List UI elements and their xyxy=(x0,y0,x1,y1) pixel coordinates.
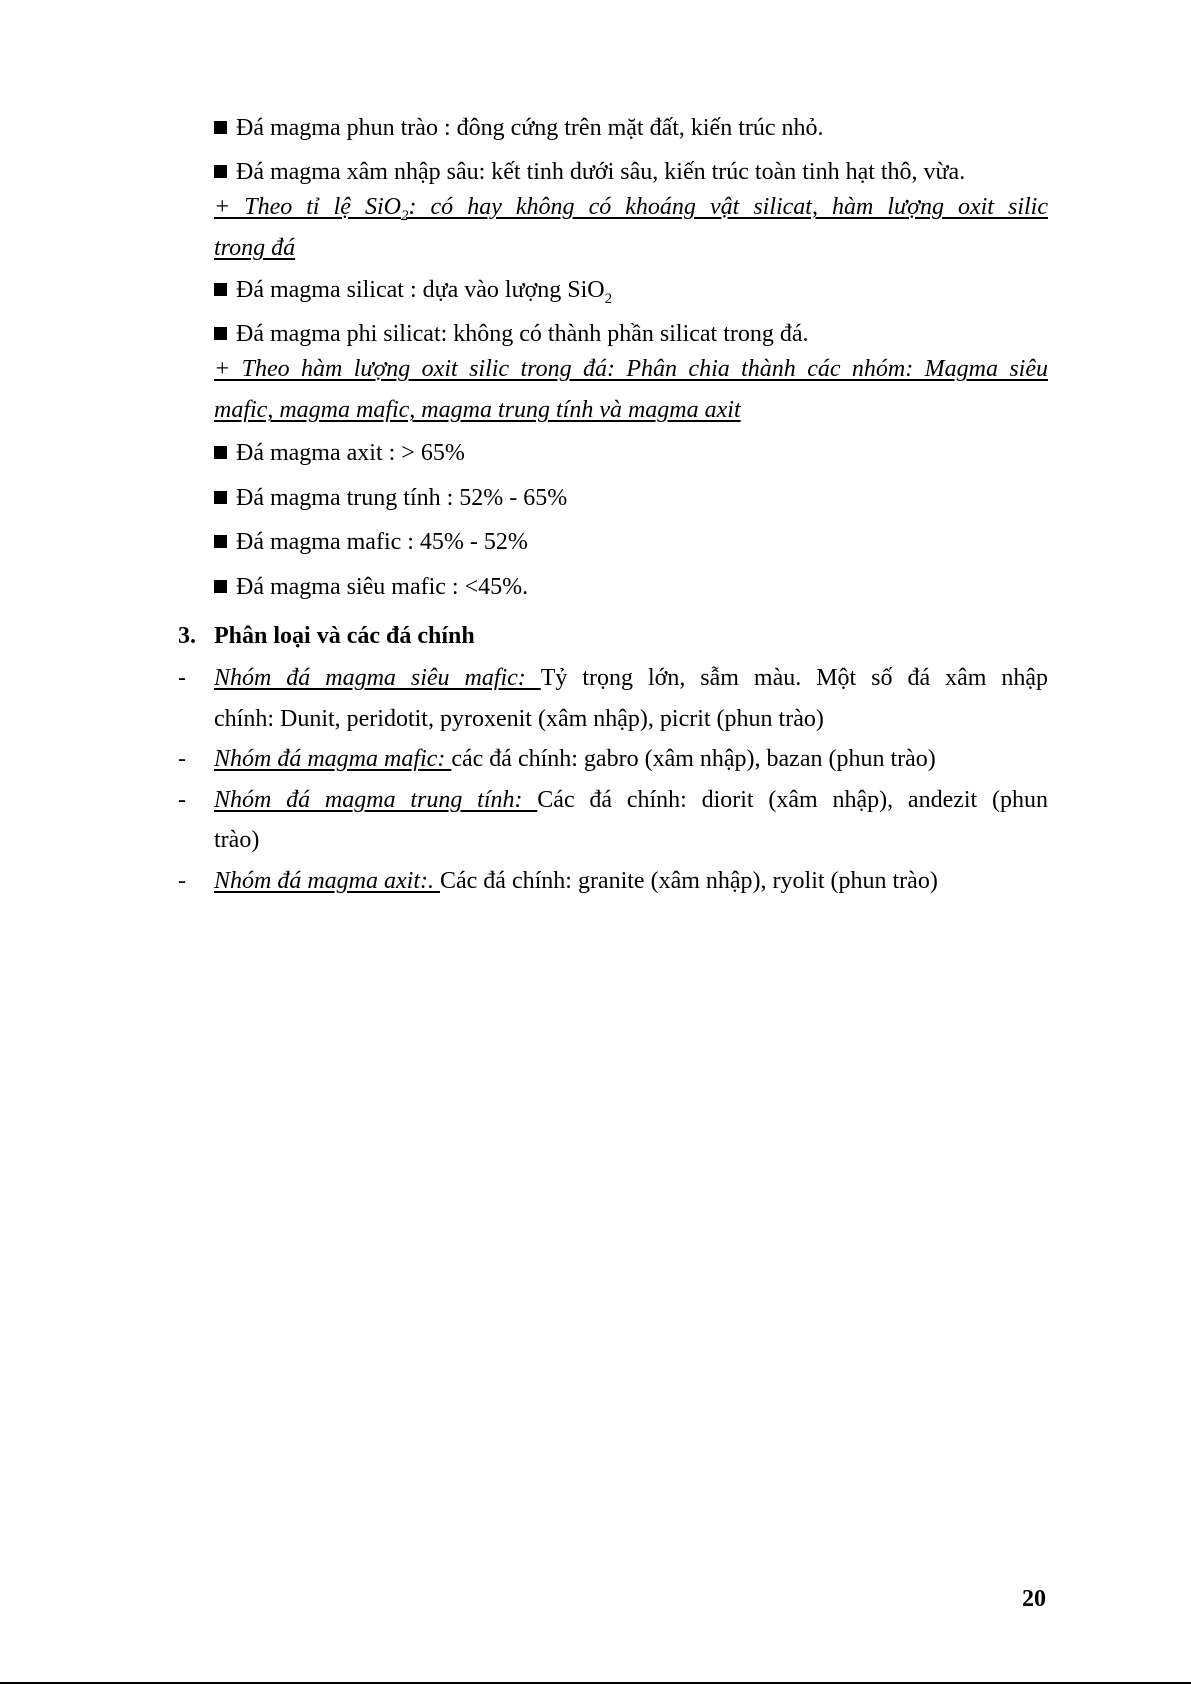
page-bottom-border xyxy=(0,1682,1191,1684)
square-bullet-icon xyxy=(214,165,227,178)
group-trung-tinh-line2: trào) xyxy=(214,827,260,853)
bullet-phun-trao: Đá magma phun trào : đông cứng trên mặt đất, kiến trúc nhỏ. xyxy=(214,114,824,142)
group-name: Nhóm đá magma axit:. xyxy=(214,868,440,894)
list-dash: - xyxy=(178,665,186,691)
list-dash: - xyxy=(178,868,186,894)
group-axit-line1: Nhóm đá magma axit:. Các đá chính: granite (xâm nhập), ryolit (phun trào) xyxy=(214,868,938,894)
bullet-trung-tinh: Đá magma trung tính : 52% - 65% xyxy=(214,484,567,512)
group-name: Nhóm đá magma siêu mafic: xyxy=(214,665,541,691)
criterion-sio2-line2: trong đá xyxy=(214,235,296,261)
group-name: Nhóm đá magma trung tính: xyxy=(214,787,538,813)
bullet-silicat: Đá magma silicat : dựa vào lượng SiO$_2$ xyxy=(214,276,612,304)
square-bullet-icon xyxy=(214,327,227,340)
group-sieu-mafic-line1: Nhóm đá magma siêu mafic: Tỷ trọng lớn, sẫm màu. Một số đá xâm nhập xyxy=(214,665,1048,691)
bullet-sieu-mafic: Đá magma siêu mafic : <45%. xyxy=(214,573,528,601)
page-number: 20 xyxy=(1022,1586,1046,1612)
square-bullet-icon xyxy=(214,283,227,296)
criterion-oxit-line1: + Theo hàm lượng oxit silic trong đá: Phân chia thành các nhóm: Magma siêu xyxy=(214,356,1048,382)
group-sieu-mafic-line2: chính: Dunit, peridotit, pyroxenit (xâm nhập), picrit (phun trào) xyxy=(214,706,824,732)
list-dash: - xyxy=(178,746,186,772)
criterion-oxit-line2: mafic, magma mafic, magma trung tính và magma axit xyxy=(214,397,741,423)
bullet-phi-silicat: Đá magma phi silicat: không có thành phần silicat trong đá. xyxy=(214,320,809,348)
square-bullet-icon xyxy=(214,121,227,134)
bullet-xam-nhap-sau: Đá magma xâm nhập sâu: kết tinh dưới sâu, kiến trúc toàn tinh hạt thô, vừa. xyxy=(214,158,965,186)
section-title: Phân loại và các đá chính xyxy=(214,623,475,649)
bullet-axit: Đá magma axit : > 65% xyxy=(214,439,465,467)
section-number: 3. xyxy=(178,623,196,649)
square-bullet-icon xyxy=(214,446,227,459)
square-bullet-icon xyxy=(214,580,227,593)
square-bullet-icon xyxy=(214,535,227,548)
section-heading xyxy=(178,622,196,650)
bullet-mafic: Đá magma mafic : 45% - 52% xyxy=(214,528,528,556)
square-bullet-icon xyxy=(214,491,227,504)
group-name: Nhóm đá magma mafic: xyxy=(214,746,452,772)
group-trung-tinh-line1: Nhóm đá magma trung tính: Các đá chính: diorit (xâm nhập), andezit (phun xyxy=(214,787,1048,813)
list-dash: - xyxy=(178,787,186,813)
criterion-sio2-line1: + Theo tỉ lệ SiO$_2$: có hay không có khoáng vật silicat, hàm lượng oxit silic xyxy=(214,194,1048,224)
group-mafic-line1: Nhóm đá magma mafic: các đá chính: gabro (xâm nhập), bazan (phun trào) xyxy=(214,746,936,772)
